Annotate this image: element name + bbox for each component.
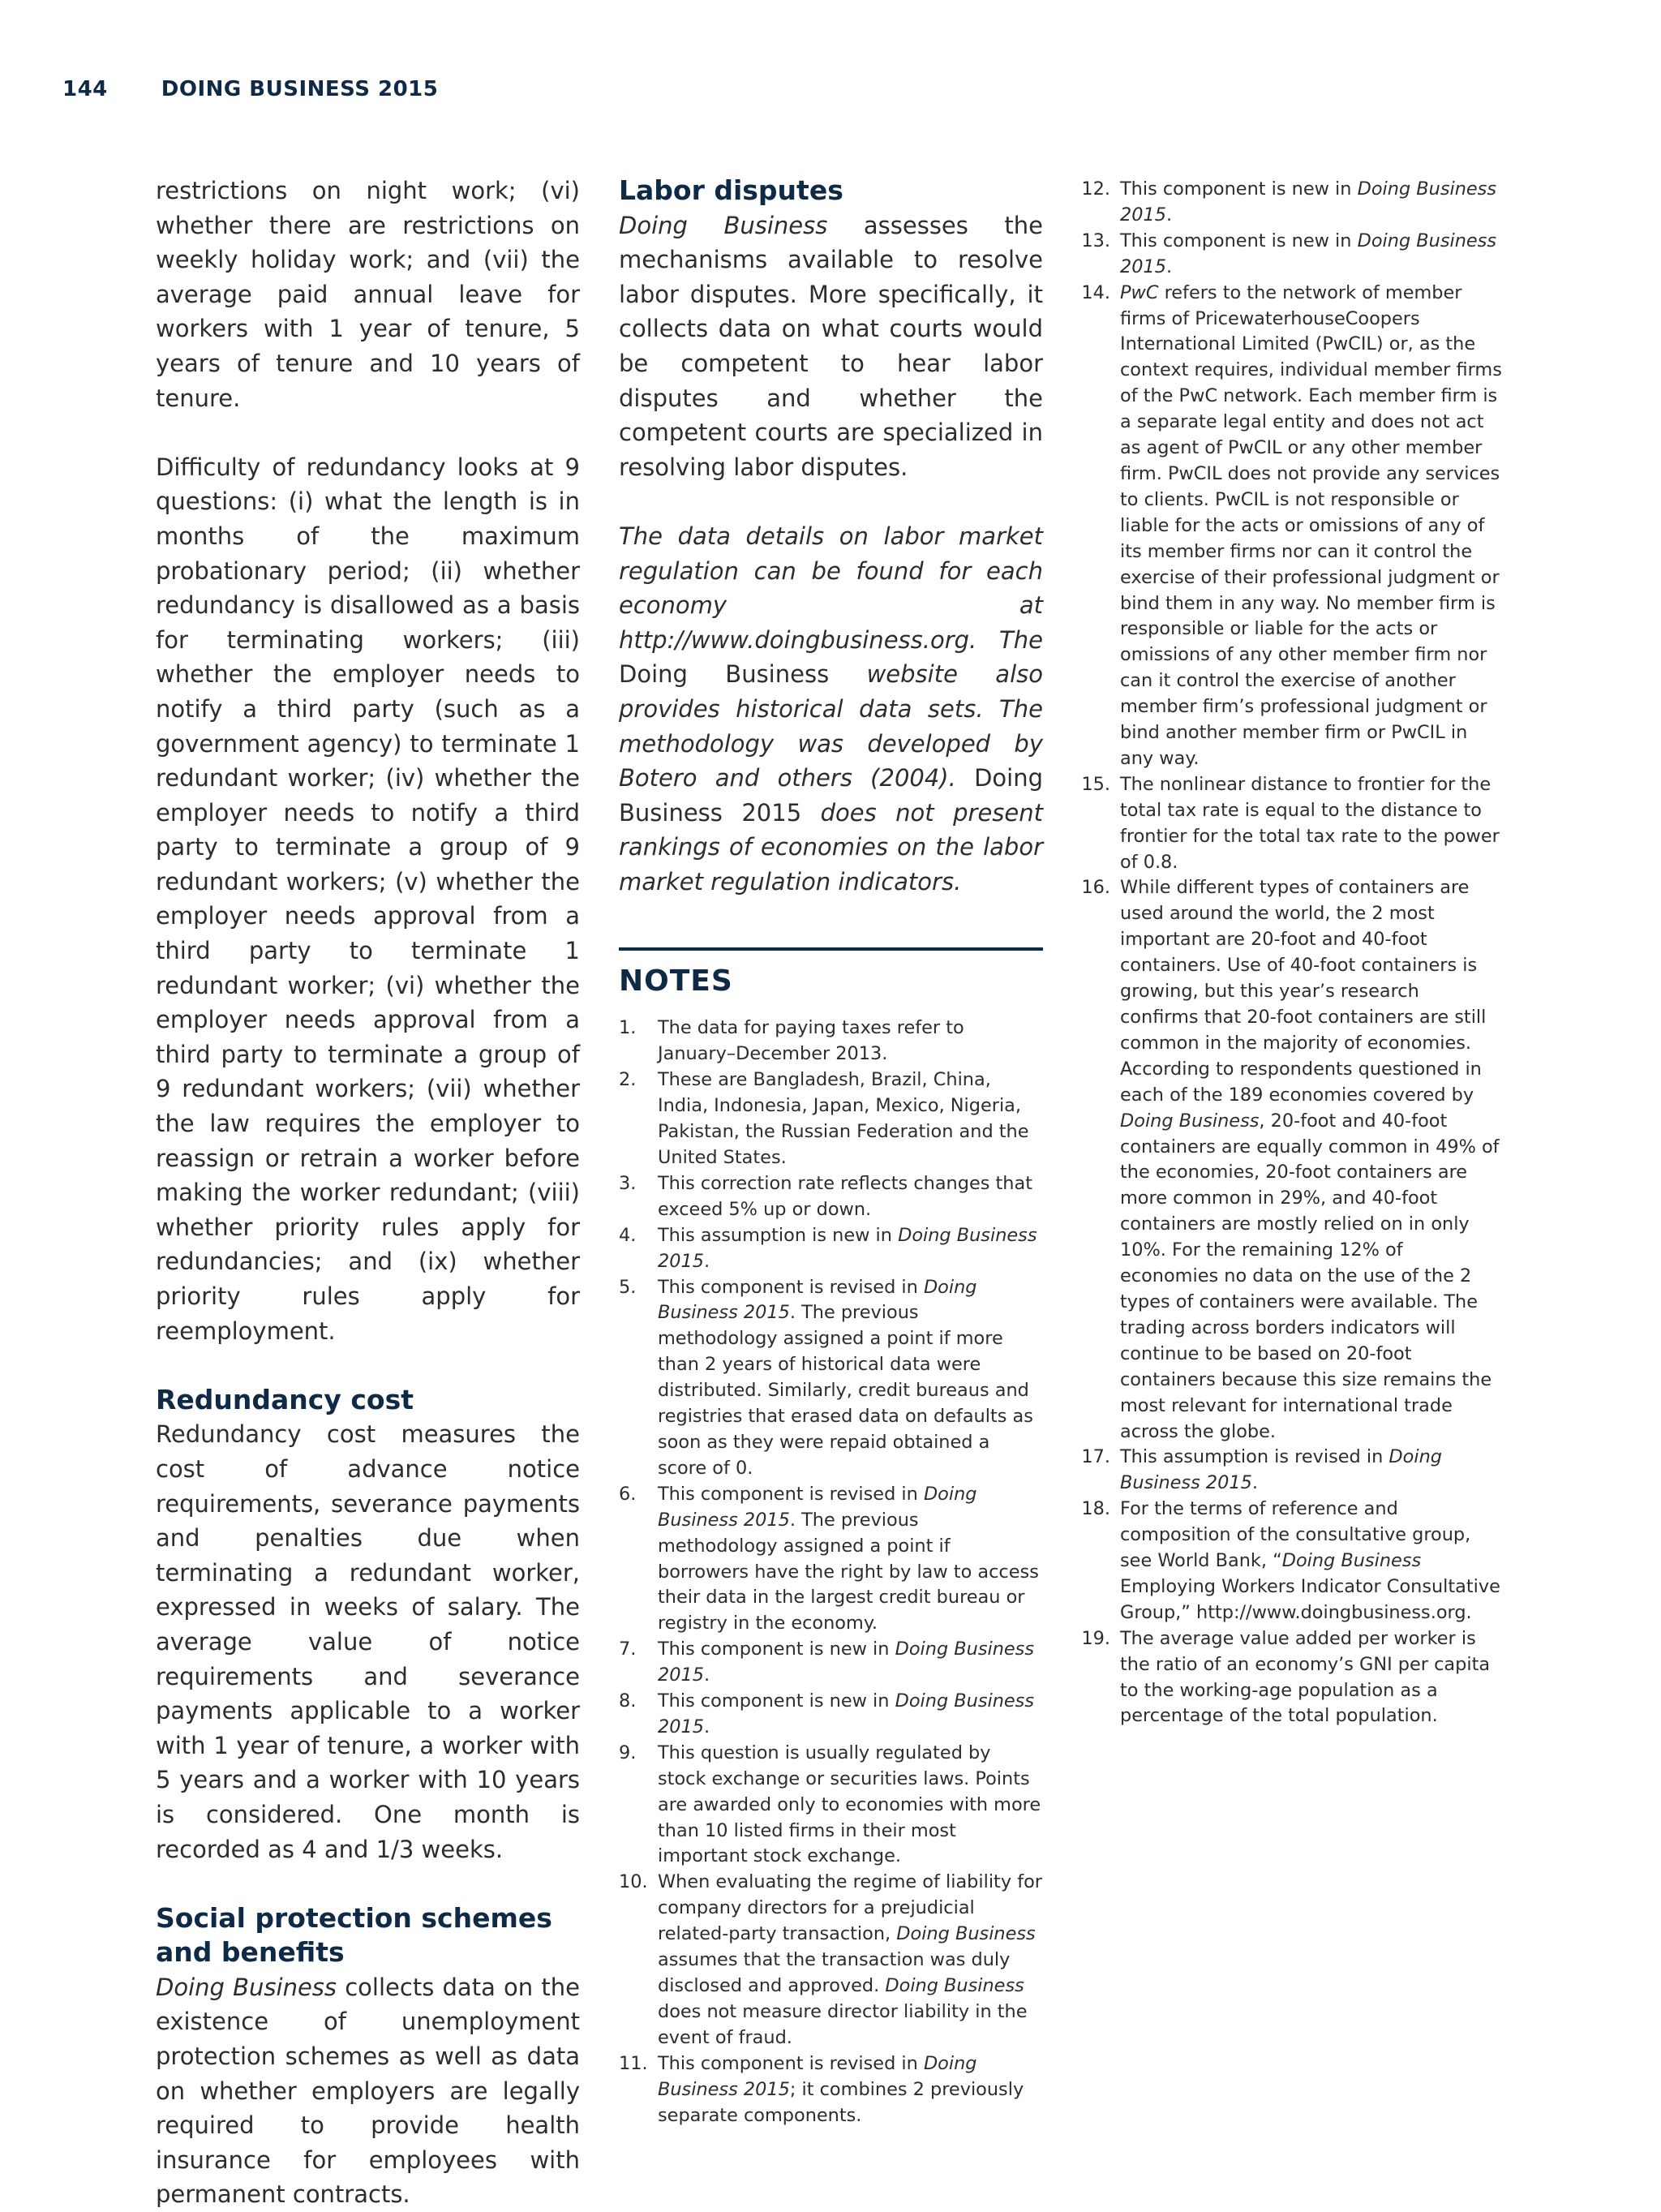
note-item <box>1081 281 1503 772</box>
running-head <box>62 75 438 104</box>
note-number: 19. <box>1081 1627 1110 1649</box>
text: Doing Business 2015 <box>619 764 1043 827</box>
italic-text: Doing Business 2015 <box>658 1690 1035 1737</box>
text: This component is new in <box>658 1690 895 1712</box>
section-heading-labor-disputes: Labor disputes <box>619 174 843 206</box>
paragraph <box>619 519 1043 900</box>
notes-divider <box>619 947 1043 951</box>
note-number: 18. <box>1081 1498 1110 1520</box>
note-item <box>619 1275 1043 1482</box>
italic-text: Doing Business 2015 <box>658 1224 1037 1272</box>
text: . <box>703 1664 710 1686</box>
note-item <box>1081 875 1503 1445</box>
paragraph <box>619 208 1043 485</box>
text: does not measure director liability in the event of fraud. <box>658 2000 1028 2048</box>
note-number: 1. <box>619 1017 637 1039</box>
italic-text: Doing Business 2015 <box>658 1276 977 1324</box>
text: For the terms of reference and composition of the consultative group, see World Bank, “ <box>1120 1498 1471 1572</box>
note-number: 17. <box>1081 1446 1110 1468</box>
text: . The previous methodology assigned a point if more than 2 years of historical data were distributed. Similarly, credit bureaus and registries that erased data on defaults as soon as they were repaid obtained a score of 0. <box>658 1302 1033 1479</box>
text: While different types of containers are used around the world, the 2 most important are 20-foot and 40-foot containers. Use of 40-foot containers is growing, but this year’s research confirms that 20-foot containers are still common in the majority of economies. According to respondents questioned in each of the 189 economies covered by <box>1120 877 1487 1106</box>
note-text <box>658 1275 1043 1482</box>
note-number: 3. <box>619 1172 637 1194</box>
paragraph: Redundancy cost measures the cost of advance notice requirements, severance payments and penalties due when terminating a redundant worker, expressed in weeks of salary. The average value of notice requirements and severance payments applicable to a worker with 1 year of tenure, a worker with 5 years and a worker with 10 years is considered. One month is recorded as 4 and 1/3 weeks. <box>156 1420 580 1863</box>
text: . <box>703 1716 710 1737</box>
text: Doing Business <box>619 660 830 689</box>
note-number: 2. <box>619 1069 637 1091</box>
note-number: 15. <box>1081 773 1110 795</box>
text: This assumption is new in <box>658 1224 899 1246</box>
note-item <box>619 1482 1043 1637</box>
note-text <box>1110 1497 1503 1626</box>
italic-text: Doing Business 2015 <box>658 1483 977 1531</box>
italic-text: does not present rankings of economies on the labor market regulation indicators. <box>619 798 1044 896</box>
note-item <box>619 1067 1043 1171</box>
note-number: 5. <box>619 1276 637 1298</box>
publication-title: DOING BUSINESS 2015 <box>161 77 439 101</box>
column-middle <box>619 174 1043 2128</box>
note-item <box>1081 229 1503 281</box>
text: This component is revised in <box>658 1276 924 1298</box>
note-number: 11. <box>619 2052 648 2074</box>
text: collects data on the existence of unemployment protection schemes as well as data on whether employers are legally required to provide health insurance for employees with permanent contracts. <box>156 1973 580 2209</box>
italic-text: Doing Business <box>1281 1550 1422 1572</box>
note-text: These are Bangladesh, Brazil, China, India, Indonesia, Japan, Mexico, Nigeria, Pakistan, the Russian Federation and the United States. <box>658 1069 1029 1168</box>
notes-list <box>619 1016 1043 2128</box>
note-text: The average value added per worker is the ratio of an economy’s GNI per capita to the working-age population as a percentage of the total population. <box>1120 1627 1491 1727</box>
paragraph: restrictions on night work; (vi) whether there are restrictions on weekly holiday work; and (vii) the average paid annual leave for workers with 1 year of tenure, 5 years of tenure and 10 years of tenure. <box>156 177 580 412</box>
italic-text: Doing Business 2015 <box>658 2052 977 2100</box>
note-number: 4. <box>619 1224 637 1246</box>
note-text <box>1110 177 1503 229</box>
note-number: 14. <box>1081 281 1110 303</box>
note-item <box>1081 1445 1503 1497</box>
note-item <box>619 2051 1043 2129</box>
text: This component is new in <box>1120 230 1358 251</box>
italic-text: Doing Business 2015 <box>1120 178 1497 225</box>
note-item <box>619 1223 1043 1275</box>
text: . <box>703 1250 710 1272</box>
text: assumes that the transaction was duly disclosed and approved. <box>658 1949 1011 1996</box>
note-item <box>1081 177 1503 229</box>
note-text <box>1110 1445 1503 1497</box>
note-text <box>658 1637 1043 1689</box>
italic-text: Doing Business <box>896 1923 1036 1945</box>
note-number: 10. <box>619 1871 648 1893</box>
note-number: 8. <box>619 1690 637 1712</box>
note-item <box>619 1171 1043 1223</box>
column-right <box>1081 177 1503 1729</box>
italic-text: Doing Business <box>885 1975 1024 1996</box>
italic-text: Doing Business <box>1120 1110 1260 1132</box>
page-number: 144 <box>62 77 108 101</box>
notes-heading: NOTES <box>619 964 733 999</box>
italic-text: Doing Business <box>619 211 828 239</box>
text: This component is new in <box>1120 178 1358 200</box>
note-number: 9. <box>619 1742 637 1763</box>
text: refers to the network of member firms of PricewaterhouseCoopers International Limited (PwCIL) or, as the context requires, individual member firms of the PwC network. Each member firm is a separate legal entity and does not act as agent of PwCIL or any other member firm. PwCIL does not provide any services to clients. PwCIL is not responsible or liable for the acts or omissions of any of its member firms nor can it control the exercise of their professional judgment or bind them in any way. No member firm is responsible or liable for the acts or omissions of any other member firm nor can it control the exercise of another member firm’s professional judgment or bind another member firm or PwCIL in any way. <box>1120 281 1502 769</box>
text: . <box>1165 256 1173 277</box>
text: . The previous methodology assigned a point if borrowers have the right by law to access their data in the largest credit bureau or registry in the economy. <box>658 1509 1039 1634</box>
notes-list-continued <box>1081 177 1503 1729</box>
italic-text: The data details on labor market regulation can be found for each economy at http://www.doingbusiness.org. The <box>619 522 1043 654</box>
text: This component is new in <box>658 1639 895 1660</box>
italic-text: Doing Business 2015 <box>1120 230 1497 277</box>
italic-text: PwC <box>1120 281 1159 303</box>
note-item <box>619 1637 1043 1689</box>
note-number: 6. <box>619 1483 637 1505</box>
text: When evaluating the regime of liability for company directors for a prejudicial related-party transaction, <box>658 1871 1042 1945</box>
note-text: The nonlinear distance to frontier for the total tax rate is equal to the distance to frontier for the total tax rate to the power of 0.8. <box>1120 773 1500 873</box>
text: This assumption is revised in <box>1120 1446 1389 1468</box>
italic-text: Doing Business 2015 <box>658 1639 1035 1686</box>
text: ; it combines 2 previously separate components. <box>658 2078 1024 2126</box>
note-number: 16. <box>1081 877 1110 899</box>
section-heading-social-protection: Social protection schemes and benefits <box>156 1901 552 1969</box>
text: assesses the mechanisms available to resolve labor disputes. More specifically, it collects data on what courts would be competent to hear labor disputes and whether the competent courts are specialized in resolving labor disputes. <box>619 211 1043 481</box>
note-text: This correction rate reflects changes that exceed 5% up or down. <box>658 1172 1032 1220</box>
note-number: 12. <box>1081 178 1110 200</box>
note-item <box>619 1870 1043 2051</box>
note-text: This question is usually regulated by stock exchange or securities laws. Points are awarded only to economies with more than 10 listed firms in their most important stock exchange. <box>658 1742 1041 1867</box>
italic-text: Doing Business <box>156 1973 337 2001</box>
text: Employing Workers Indicator Consultative Group,” http://www.doingbusiness.org. <box>1120 1575 1500 1623</box>
note-item <box>1081 1497 1503 1626</box>
note-text: The data for paying taxes refer to January–December 2013. <box>658 1017 964 1065</box>
note-text <box>658 1482 1043 1637</box>
note-item <box>619 1016 1043 1067</box>
italic-text: website also provides historical data sets. The methodology was developed by Botero and others (2004). <box>619 660 1043 792</box>
note-text <box>658 1870 1043 2051</box>
note-number: 7. <box>619 1639 637 1660</box>
italic-text: Doing Business 2015 <box>1120 1446 1442 1494</box>
note-text <box>658 1223 1043 1275</box>
text: . <box>1251 1472 1258 1494</box>
text: . <box>1165 204 1173 225</box>
note-item <box>1081 1626 1503 1730</box>
note-text <box>658 2051 1043 2129</box>
paragraph: Difficulty of redundancy looks at 9 questions: (i) what the length is in months of the maximum probationary period; (ii) whether redundancy is disallowed as a basis for terminating workers; (iii) whether the employer needs to notify a third party (such as a government agency) to terminate 1 redundant worker; (iv) whether the employer needs to notify a third party to terminate a group of 9 redundant workers; (v) whether the employer needs approval from a third party to terminate 1 redundant worker; (vi) whether the employer needs approval from a third party to terminate a group of 9 redundant workers; (vii) whether the law requires the employer to reassign or retrain a worker before making the worker redundant; (viii) whether priority rules apply for redundancies; and (ix) whether priority rules apply for reemployment. <box>156 453 580 1345</box>
note-number: 13. <box>1081 230 1110 251</box>
text: , 20-foot and 40-foot containers are equally common in 49% of the economies, 20-foot containers are more common in 29%, and 40-foot containers are mostly relied on in only 10%. For the remaining 12% of economies no data on the use of the 2 types of containers were available. The trading across borders indicators will continue to be based on 20-foot containers because this size remains the most relevant for international trade across the globe. <box>1120 1110 1500 1442</box>
text: This component is revised in <box>658 2052 924 2074</box>
note-item <box>619 1741 1043 1871</box>
note-text <box>1110 229 1503 281</box>
note-item <box>1081 772 1503 876</box>
note-text <box>1110 875 1503 1445</box>
column-left <box>156 174 580 2212</box>
section-heading-redundancy-cost: Redundancy cost <box>156 1383 414 1415</box>
text: This component is revised in <box>658 1483 924 1505</box>
paragraph <box>156 1970 580 2212</box>
note-item <box>619 1689 1043 1741</box>
note-text <box>1110 281 1503 772</box>
note-text <box>658 1689 1043 1741</box>
